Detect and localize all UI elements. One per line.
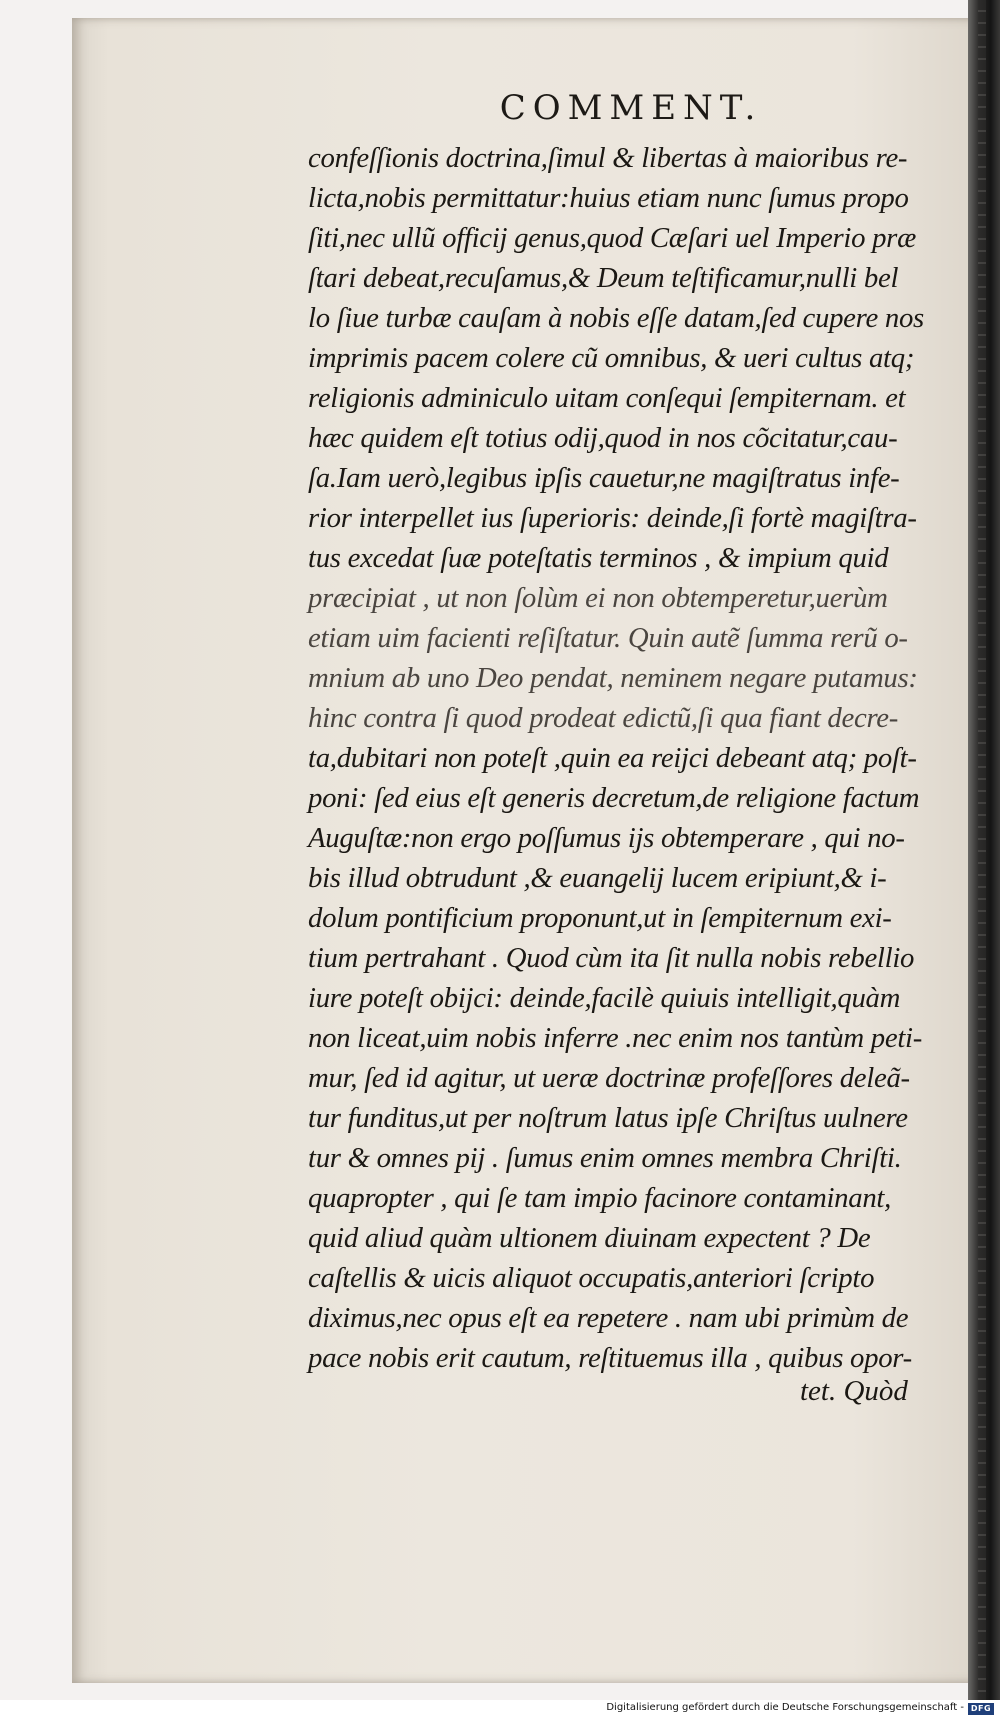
text-line: confeſſionis doctrina,ſimul & libertas à maioribus re- bbox=[308, 142, 908, 174]
body-text bbox=[308, 138, 968, 1378]
text-line: ſiti,nec ullũ officij genus,quod Cæſari uel Imperio præ bbox=[308, 222, 916, 254]
text-line: tur & omnes pij . ſumus enim omnes membra Chriſti. bbox=[308, 1142, 902, 1174]
text-line: hæc quidem eſt totius odij,quod in nos cõcitatur,cau- bbox=[308, 422, 898, 454]
text-line: præcipiat , ut non ſolùm ei non obtemperetur,uerùm bbox=[308, 582, 888, 614]
text-line: licta,nobis permittatur:huius etiam nunc ſumus propo bbox=[308, 182, 909, 214]
text-line: Auguſtæ:non ergo poſſumus ijs obtemperare , qui no- bbox=[308, 822, 905, 854]
dfg-logo: DFG bbox=[968, 1703, 994, 1715]
text-line: lo ſiue turbæ cauſam à nobis eſſe datam,ſed cupere nos bbox=[308, 302, 924, 334]
text-line: tium pertrahant . Quod cùm ita ſit nulla nobis rebellio bbox=[308, 942, 915, 974]
funding-credit: Digitalisierung gefördert durch die Deutsche Forschungsgemeinschaft - bbox=[606, 1702, 964, 1713]
catchword: tet. Quòd bbox=[800, 1375, 908, 1407]
text-line: mnium ab uno Deo pendat, neminem negare putamus: bbox=[308, 662, 918, 694]
text-line: ſtari debeat,recuſamus,& Deum teſtificamur,nulli bel bbox=[308, 262, 899, 294]
text-line: non liceat,uim nobis inferre .nec enim nos tantùm peti- bbox=[308, 1022, 923, 1054]
text-line: poni: ſed eius eſt generis decretum,de religione factum bbox=[308, 782, 920, 814]
text-line: pace nobis erit cautum, reſtituemus illa , quibus opor- bbox=[308, 1342, 912, 1374]
binding-strip bbox=[978, 0, 986, 1700]
text-line: quid aliud quàm ultionem diuinam expectent ? De bbox=[308, 1222, 871, 1254]
text-line: quapropter , qui ſe tam impio facinore contaminant, bbox=[308, 1182, 892, 1214]
running-head: COMMENT. bbox=[499, 88, 763, 128]
text-line: ta,dubitari non poteſt ,quin ea reijci debeant atq; poſt- bbox=[308, 742, 917, 774]
text-line: caſtellis & uicis aliquot occupatis,anteriori ſcripto bbox=[308, 1262, 875, 1294]
text-line: bis illud obtrudunt ,& euangelij lucem eripiunt,& i- bbox=[308, 862, 887, 894]
text-line: diximus,nec opus eſt ea repetere . nam ubi primùm de bbox=[308, 1302, 909, 1334]
text-line: etiam uim facienti reſiſtatur. Quin autẽ ſumma rerũ o- bbox=[308, 622, 908, 654]
text-line: dolum pontificium proponunt,ut in ſempiternum exi- bbox=[308, 902, 892, 934]
text-line: tur funditus,ut per noſtrum latus ipſe Chriſtus uulnere bbox=[308, 1102, 908, 1134]
text-line: mur, ſed id agitur, ut ueræ doctrinæ profeſſores deleã- bbox=[308, 1062, 910, 1094]
text-line: hinc contra ſi quod prodeat edictũ,ſi qua fiant decre- bbox=[308, 702, 899, 734]
text-line: ſa.Iam uerò,legibus ipſis cauetur,ne magiſtratus infe- bbox=[308, 462, 900, 494]
text-line: tus excedat ſuæ poteſtatis terminos , & impium quid bbox=[308, 542, 889, 574]
text-line: imprimis pacem colere cũ omnibus, & ueri cultus atq; bbox=[308, 342, 915, 374]
text-line: religionis adminiculo uitam conſequi ſempiternam. et bbox=[308, 382, 906, 414]
text-line: iure poteſt obijci: deinde,facilè quiuis intelligit,quàm bbox=[308, 982, 901, 1014]
text-line: rior interpellet ius ſuperioris: deinde,ſi fortè magiſtra- bbox=[308, 502, 917, 534]
